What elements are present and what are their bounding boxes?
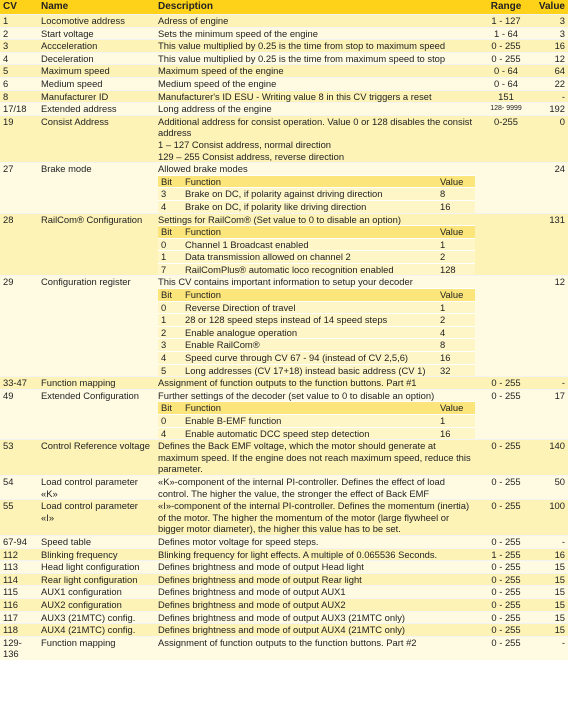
description-line: Manufacturer's ID ESU - Writing value 8 in this CV triggers a reset [158, 90, 432, 102]
cv-default-value: 22 [534, 77, 568, 90]
cv-range: 0 - 255 [478, 52, 534, 65]
bit-number: 3 [158, 188, 182, 201]
bit-function: Enable analogue operation [182, 326, 437, 339]
cv-default-value: 100 [534, 500, 568, 536]
cv-default-value: - [534, 377, 568, 390]
table-row [0, 90, 568, 103]
header-description: Description [155, 0, 478, 15]
bit-table [158, 175, 475, 213]
table-row [0, 65, 568, 78]
cv-description [155, 15, 478, 28]
bit-header: Bit [158, 289, 182, 302]
function-header: Function [182, 402, 437, 415]
bit-value: 8 [437, 188, 475, 201]
bit-row [158, 427, 475, 439]
cv-number: 6 [0, 77, 38, 90]
table-row [0, 475, 568, 499]
cv-range: 151 [478, 90, 534, 103]
cv-range: 0 - 255 [478, 586, 534, 599]
bit-row [158, 352, 475, 365]
description-line: Maximum speed of the engine [158, 65, 284, 77]
cv-default-value: - [534, 90, 568, 103]
cv-name: Maximum speed [38, 65, 155, 78]
bit-function: Enable B-EMF function [182, 415, 437, 428]
bit-row [158, 200, 475, 212]
bit-value: 16 [437, 427, 475, 439]
cv-name: Load control parameter «K» [38, 475, 155, 499]
cv-default-value: 15 [534, 573, 568, 586]
cv-default-value: 3 [534, 15, 568, 28]
cv-description [155, 27, 478, 40]
cv-number: 27 [0, 163, 38, 213]
value-header: Value [437, 226, 475, 239]
cv-name: Control Reference voltage [38, 440, 155, 476]
bit-number: 0 [158, 415, 182, 428]
table-row [0, 77, 568, 90]
cv-description [155, 90, 478, 103]
bit-number: 3 [158, 339, 182, 352]
bit-header: Bit [158, 175, 182, 188]
cv-range: 0 - 255 [478, 377, 534, 390]
bit-value: 2 [437, 251, 475, 264]
description-line: Defines brightness and mode of output AUX3 (21MTC only) [158, 611, 406, 623]
cv-default-value: 0 [534, 115, 568, 162]
description-line: Defines the Back EMF voltage, which the motor should generate at maximum speed. If the engine does not reach maximum speed, reduce this parameter. [158, 440, 471, 475]
cv-number: 53 [0, 440, 38, 476]
cv-number: 17/18 [0, 103, 38, 116]
description-line: This value multiplied by 0.25 is the time from maximum speed to stop [158, 52, 446, 64]
cv-number: 118 [0, 624, 38, 637]
cv-description [155, 598, 478, 611]
bit-value: 32 [437, 364, 475, 376]
description-line: Settings for RailCom® (Set value to 0 to disable an option) [158, 213, 401, 225]
cv-number: 49 [0, 389, 38, 439]
cv-name: Locomotive address [38, 15, 155, 28]
cv-range: 0 - 255 [478, 500, 534, 536]
cv-name: RailCom® Configuration [38, 213, 155, 276]
cv-number: 29 [0, 276, 38, 377]
cv-description [155, 103, 478, 116]
cv-description [155, 500, 478, 536]
cv-range [478, 276, 534, 377]
bit-function: Channel 1 Broadcast enabled [182, 238, 437, 251]
bit-table-header [158, 175, 475, 188]
bit-row [158, 339, 475, 352]
function-header: Function [182, 175, 437, 188]
cv-number: 67-94 [0, 535, 38, 548]
cv-number: 55 [0, 500, 38, 536]
cv-name: Extended address [38, 103, 155, 116]
description-line: Allowed brake modes [158, 163, 248, 175]
cv-number: 129-136 [0, 636, 38, 660]
cv-description [155, 636, 478, 660]
cv-name: Rear light configuration [38, 573, 155, 586]
cv-number: 28 [0, 213, 38, 276]
cv-default-value: - [534, 535, 568, 548]
cv-range: 128- 9999 [478, 103, 534, 116]
cv-description [155, 561, 478, 574]
cv-number: 116 [0, 598, 38, 611]
function-header: Function [182, 226, 437, 239]
cv-name: Function mapping [38, 636, 155, 660]
table-row [0, 40, 568, 53]
cv-default-value: 131 [534, 213, 568, 276]
cv-name: AUX4 (21MTC) config. [38, 624, 155, 637]
table-row [0, 103, 568, 116]
cv-name: Speed table [38, 535, 155, 548]
cv-number: 117 [0, 611, 38, 624]
bit-value: 1 [437, 415, 475, 428]
description-line: «K»-component of the internal PI-controller. Defines the effect of load control. The higher the value, the stronger the effect of Back EMF [158, 475, 445, 499]
bit-function: Enable automatic DCC speed step detection [182, 427, 437, 439]
bit-row [158, 263, 475, 275]
cv-name: Configuration register [38, 276, 155, 377]
table-row [0, 573, 568, 586]
cv-description [155, 535, 478, 548]
table-row [0, 163, 568, 213]
bit-row [158, 251, 475, 264]
cv-name: Consist Address [38, 115, 155, 162]
cv-default-value: 192 [534, 103, 568, 116]
table-row [0, 440, 568, 476]
cv-range [478, 163, 534, 213]
description-line: Defines brightness and mode of output AUX4 (21MTC only) [158, 624, 406, 636]
description-line: Assignment of function outputs to the function buttons. Part #2 [158, 636, 417, 648]
cv-default-value: 140 [534, 440, 568, 476]
cv-number: 113 [0, 561, 38, 574]
table-row [0, 535, 568, 548]
bit-number: 7 [158, 263, 182, 275]
cv-range: 1 - 255 [478, 548, 534, 561]
cv-description [155, 213, 478, 276]
bit-table [158, 225, 475, 275]
cv-range: 0 - 255 [478, 475, 534, 499]
table-row [0, 115, 568, 162]
cv-name: AUX2 configuration [38, 598, 155, 611]
cv-default-value: - [534, 636, 568, 660]
cv-default-value: 50 [534, 475, 568, 499]
header-range: Range [478, 0, 534, 15]
bit-row [158, 364, 475, 376]
cv-range: 0 - 255 [478, 535, 534, 548]
bit-number: 4 [158, 427, 182, 439]
description-line: Long address of the engine [158, 103, 272, 115]
cv-default-value: 15 [534, 561, 568, 574]
bit-number: 1 [158, 251, 182, 264]
description-line: Adress of engine [158, 15, 229, 26]
cv-description [155, 440, 478, 476]
cv-range: 0 - 255 [478, 624, 534, 637]
cv-number: 112 [0, 548, 38, 561]
cv-description [155, 624, 478, 637]
bit-value: 16 [437, 200, 475, 212]
description-line: Additional address for consist operation. Value 0 or 128 disables the consist address [158, 115, 473, 139]
description-line: Defines brightness and mode of output AUX1 [158, 586, 346, 598]
bit-header: Bit [158, 402, 182, 415]
cv-number: 114 [0, 573, 38, 586]
cv-default-value: 15 [534, 586, 568, 599]
bit-value: 4 [437, 326, 475, 339]
cv-number: 2 [0, 27, 38, 40]
description-line: This CV contains important information to setup your decoder [158, 276, 413, 288]
cv-range: 1 - 64 [478, 27, 534, 40]
table-row [0, 561, 568, 574]
bit-number: 0 [158, 301, 182, 314]
cv-name: Head light configuration [38, 561, 155, 574]
table-row [0, 636, 568, 660]
cv-number: 33-47 [0, 377, 38, 390]
bit-value: 128 [437, 263, 475, 275]
table-row [0, 276, 568, 377]
table-row [0, 389, 568, 439]
cv-number: 1 [0, 15, 38, 28]
cv-name: Deceleration [38, 52, 155, 65]
cv-description [155, 77, 478, 90]
bit-table-header [158, 289, 475, 302]
cv-description [155, 52, 478, 65]
table-row [0, 598, 568, 611]
cv-description [155, 276, 478, 377]
description-line: Assignment of function outputs to the function buttons. Part #1 [158, 377, 417, 389]
cv-name: Medium speed [38, 77, 155, 90]
table-row [0, 27, 568, 40]
cv-description [155, 573, 478, 586]
table-row [0, 548, 568, 561]
cv-range: 0 - 255 [478, 636, 534, 660]
cv-default-value: 3 [534, 27, 568, 40]
description-line: 129 – 255 Consist address, reverse direction [158, 150, 345, 162]
cv-number: 115 [0, 586, 38, 599]
bit-table [158, 401, 475, 439]
cv-name: Brake mode [38, 163, 155, 213]
header-value: Value [534, 0, 568, 15]
cv-range: 1 - 127 [478, 15, 534, 28]
table-row [0, 213, 568, 276]
cv-name: Manufacturer ID [38, 90, 155, 103]
cv-default-value: 24 [534, 163, 568, 213]
table-row [0, 500, 568, 536]
header-cv: CV [0, 0, 38, 15]
cv-range: 0-255 [478, 115, 534, 162]
cv-name: Load control parameter «I» [38, 500, 155, 536]
cv-default-value: 15 [534, 598, 568, 611]
cv-range: 0 - 255 [478, 573, 534, 586]
cv-name: Function mapping [38, 377, 155, 390]
cv-description [155, 389, 478, 439]
cv-description [155, 377, 478, 390]
bit-value: 2 [437, 314, 475, 327]
cv-default-value: 64 [534, 65, 568, 78]
description-line: Defines brightness and mode of output Head light [158, 561, 364, 573]
cv-range: 0 - 255 [478, 598, 534, 611]
table-row [0, 586, 568, 599]
bit-number: 2 [158, 326, 182, 339]
cv-name: Start voltage [38, 27, 155, 40]
cv-description [155, 548, 478, 561]
description-line: Defines motor voltage for speed steps. [158, 535, 319, 547]
bit-row [158, 188, 475, 201]
cv-default-value: 16 [534, 40, 568, 53]
table-row [0, 377, 568, 390]
description-line: Further settings of the decoder (set value to 0 to disable an option) [158, 389, 435, 401]
bit-function: Data transmission allowed on channel 2 [182, 251, 437, 264]
cv-description [155, 115, 478, 162]
cv-default-value: 16 [534, 548, 568, 561]
table-row [0, 611, 568, 624]
cv-range [478, 213, 534, 276]
value-header: Value [437, 175, 475, 188]
cv-number: 19 [0, 115, 38, 162]
cv-number: 5 [0, 65, 38, 78]
bit-number: 4 [158, 352, 182, 365]
cv-range: 0 - 64 [478, 77, 534, 90]
bit-function: Enable RailCom® [182, 339, 437, 352]
bit-function: Brake on DC, if polarity against driving direction [182, 188, 437, 201]
bit-table-header [158, 226, 475, 239]
cv-description [155, 65, 478, 78]
description-line: Blinking frequency for light effects. A multiple of 0.065536 Seconds. [158, 548, 438, 560]
cv-default-value: 15 [534, 611, 568, 624]
cv-default-value: 17 [534, 389, 568, 439]
cv-default-value: 12 [534, 276, 568, 377]
bit-value: 1 [437, 301, 475, 314]
cv-name: Accceleration [38, 40, 155, 53]
table-row [0, 52, 568, 65]
cv-range: 0 - 255 [478, 611, 534, 624]
bit-number: 4 [158, 200, 182, 212]
cv-range: 0 - 255 [478, 440, 534, 476]
table-row [0, 15, 568, 28]
bit-function: Reverse Direction of travel [182, 301, 437, 314]
cv-description [155, 163, 478, 213]
description-line: «I»-component of the internal PI-controller. Defines the momentum (inertia) of the motor. The higher the momentum of the motor (large flywheel or bigger motor diameter), the higher this value has to be set. [158, 500, 470, 535]
bit-function: Brake on DC, if polarity like driving direction [182, 200, 437, 212]
table-header-row [0, 0, 568, 15]
cv-number: 4 [0, 52, 38, 65]
bit-row [158, 314, 475, 327]
bit-table-header [158, 402, 475, 415]
description-line: Defines brightness and mode of output AUX2 [158, 598, 346, 610]
cv-description [155, 586, 478, 599]
bit-row [158, 301, 475, 314]
cv-default-value: 12 [534, 52, 568, 65]
bit-value: 16 [437, 352, 475, 365]
cv-default-value: 15 [534, 624, 568, 637]
bit-table [158, 288, 475, 376]
header-name: Name [38, 0, 155, 15]
table-body [0, 15, 568, 660]
cv-range: 0 - 64 [478, 65, 534, 78]
cv-number: 54 [0, 475, 38, 499]
value-header: Value [437, 402, 475, 415]
bit-header: Bit [158, 226, 182, 239]
bit-row [158, 238, 475, 251]
bit-row [158, 326, 475, 339]
bit-function: Long addresses (CV 17+18) instead basic address (CV 1) [182, 364, 437, 376]
bit-number: 1 [158, 314, 182, 327]
bit-value: 8 [437, 339, 475, 352]
bit-number: 5 [158, 364, 182, 376]
cv-name: AUX1 configuration [38, 586, 155, 599]
cv-name: AUX3 (21MTC) config. [38, 611, 155, 624]
table-row [0, 624, 568, 637]
cv-name: Blinking frequency [38, 548, 155, 561]
description-line: Sets the minimum speed of the engine [158, 27, 318, 39]
cv-description [155, 475, 478, 499]
value-header: Value [437, 289, 475, 302]
cv-range: 0 - 255 [478, 561, 534, 574]
bit-row [158, 415, 475, 428]
description-line: 1 – 127 Consist address, normal direction [158, 138, 332, 150]
bit-number: 0 [158, 238, 182, 251]
bit-function: Speed curve through CV 67 - 94 (instead of CV 2,5,6) [182, 352, 437, 365]
description-line: Medium speed of the engine [158, 77, 277, 89]
bit-value: 1 [437, 238, 475, 251]
cv-description [155, 40, 478, 53]
cv-description [155, 611, 478, 624]
cv-range: 0 - 255 [478, 40, 534, 53]
description-line: This value multiplied by 0.25 is the time from stop to maximum speed [158, 40, 446, 52]
description-line: Defines brightness and mode of output Rear light [158, 573, 362, 585]
cv-number: 8 [0, 90, 38, 103]
cv-number: 3 [0, 40, 38, 53]
cv-name: Extended Configuration [38, 389, 155, 439]
bit-function: RailComPlus® automatic loco recognition enabled [182, 263, 437, 275]
cv-range: 0 - 255 [478, 389, 534, 439]
function-header: Function [182, 289, 437, 302]
bit-function: 28 or 128 speed steps instead of 14 speed steps [182, 314, 437, 327]
